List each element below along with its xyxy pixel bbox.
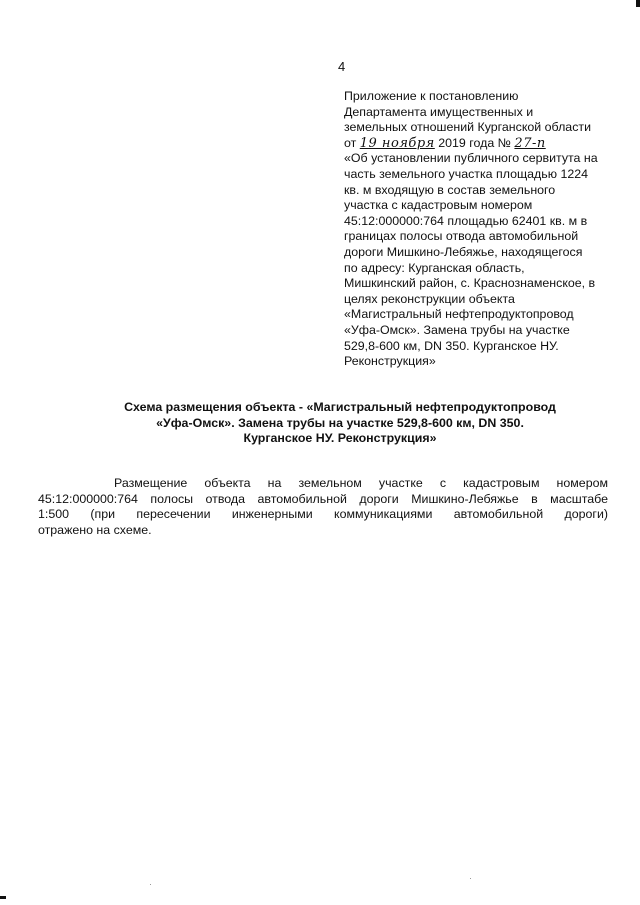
appendix-header: [344, 89, 609, 370]
paragraph-line: отражено на схеме.: [38, 522, 152, 537]
paragraph-line: Размещение объекта на земельном участке с кадастровым номером: [114, 476, 608, 490]
title-line: Схема размещения объекта - «Магистральный нефтепродуктопровод: [124, 400, 556, 414]
appendix-line: кв. м входящую в состав земельного: [344, 182, 556, 197]
paragraph-line: 1:500 (при пересечении инженерными коммуникациями автомобильной дороги): [38, 507, 608, 522]
appendix-line: Приложение к постановлению: [344, 89, 519, 103]
year-label: 2019 года №: [434, 135, 515, 150]
scan-corner-mark: [0, 896, 6, 899]
appendix-line: «Уфа-Омск». Замена трубы на участке: [344, 322, 570, 337]
appendix-line: границах полосы отвода автомобильной: [344, 229, 579, 244]
appendix-line: 529,8-600 км, DN 350. Курганское НУ.: [344, 338, 559, 353]
appendix-line: Департамента имущественных и: [344, 104, 534, 119]
appendix-line: часть земельного участка площадью 1224: [344, 166, 589, 181]
handwritten-date: 19 ноября: [359, 135, 435, 151]
title-line: «Уфа-Омск». Замена трубы на участке 529,8-600 км, DN 350.: [156, 415, 524, 430]
date-prefix: от: [344, 135, 360, 150]
body-paragraph: [38, 476, 608, 538]
title-line: Курганское НУ. Реконструкция»: [243, 431, 437, 446]
appendix-line: участка с кадастровым номером: [344, 198, 533, 213]
appendix-line: по адресу: Курганская область,: [344, 260, 525, 275]
appendix-line: «Об установлении публичного сервитута на: [344, 151, 598, 166]
page-number: 4: [338, 59, 346, 74]
appendix-line: земельных отношений Курганской области: [344, 120, 591, 135]
appendix-line: дороги Мишкино-Лебяжье, находящегося: [344, 244, 583, 259]
scan-speck: [470, 878, 471, 879]
appendix-line: целях реконструкции объекта: [344, 291, 515, 306]
appendix-line: «Магистральный нефтепродуктопровод: [344, 307, 574, 322]
appendix-line: Мишкинский район, с. Краснознаменское, в: [344, 276, 596, 291]
scan-corner-mark: [636, 0, 640, 7]
handwritten-number: 27-п: [514, 135, 546, 151]
scan-speck: [150, 884, 151, 885]
appendix-date-line: [344, 136, 609, 152]
appendix-line: 45:12:000000:764 площадью 62401 кв. м в: [344, 213, 588, 228]
appendix-line: Реконструкция»: [344, 354, 436, 369]
document-title: [60, 400, 620, 447]
paragraph-line: 45:12:000000:764 полосы отвода автомобильной дороги Мишкино-Лебяжье в масштабе: [38, 491, 608, 506]
